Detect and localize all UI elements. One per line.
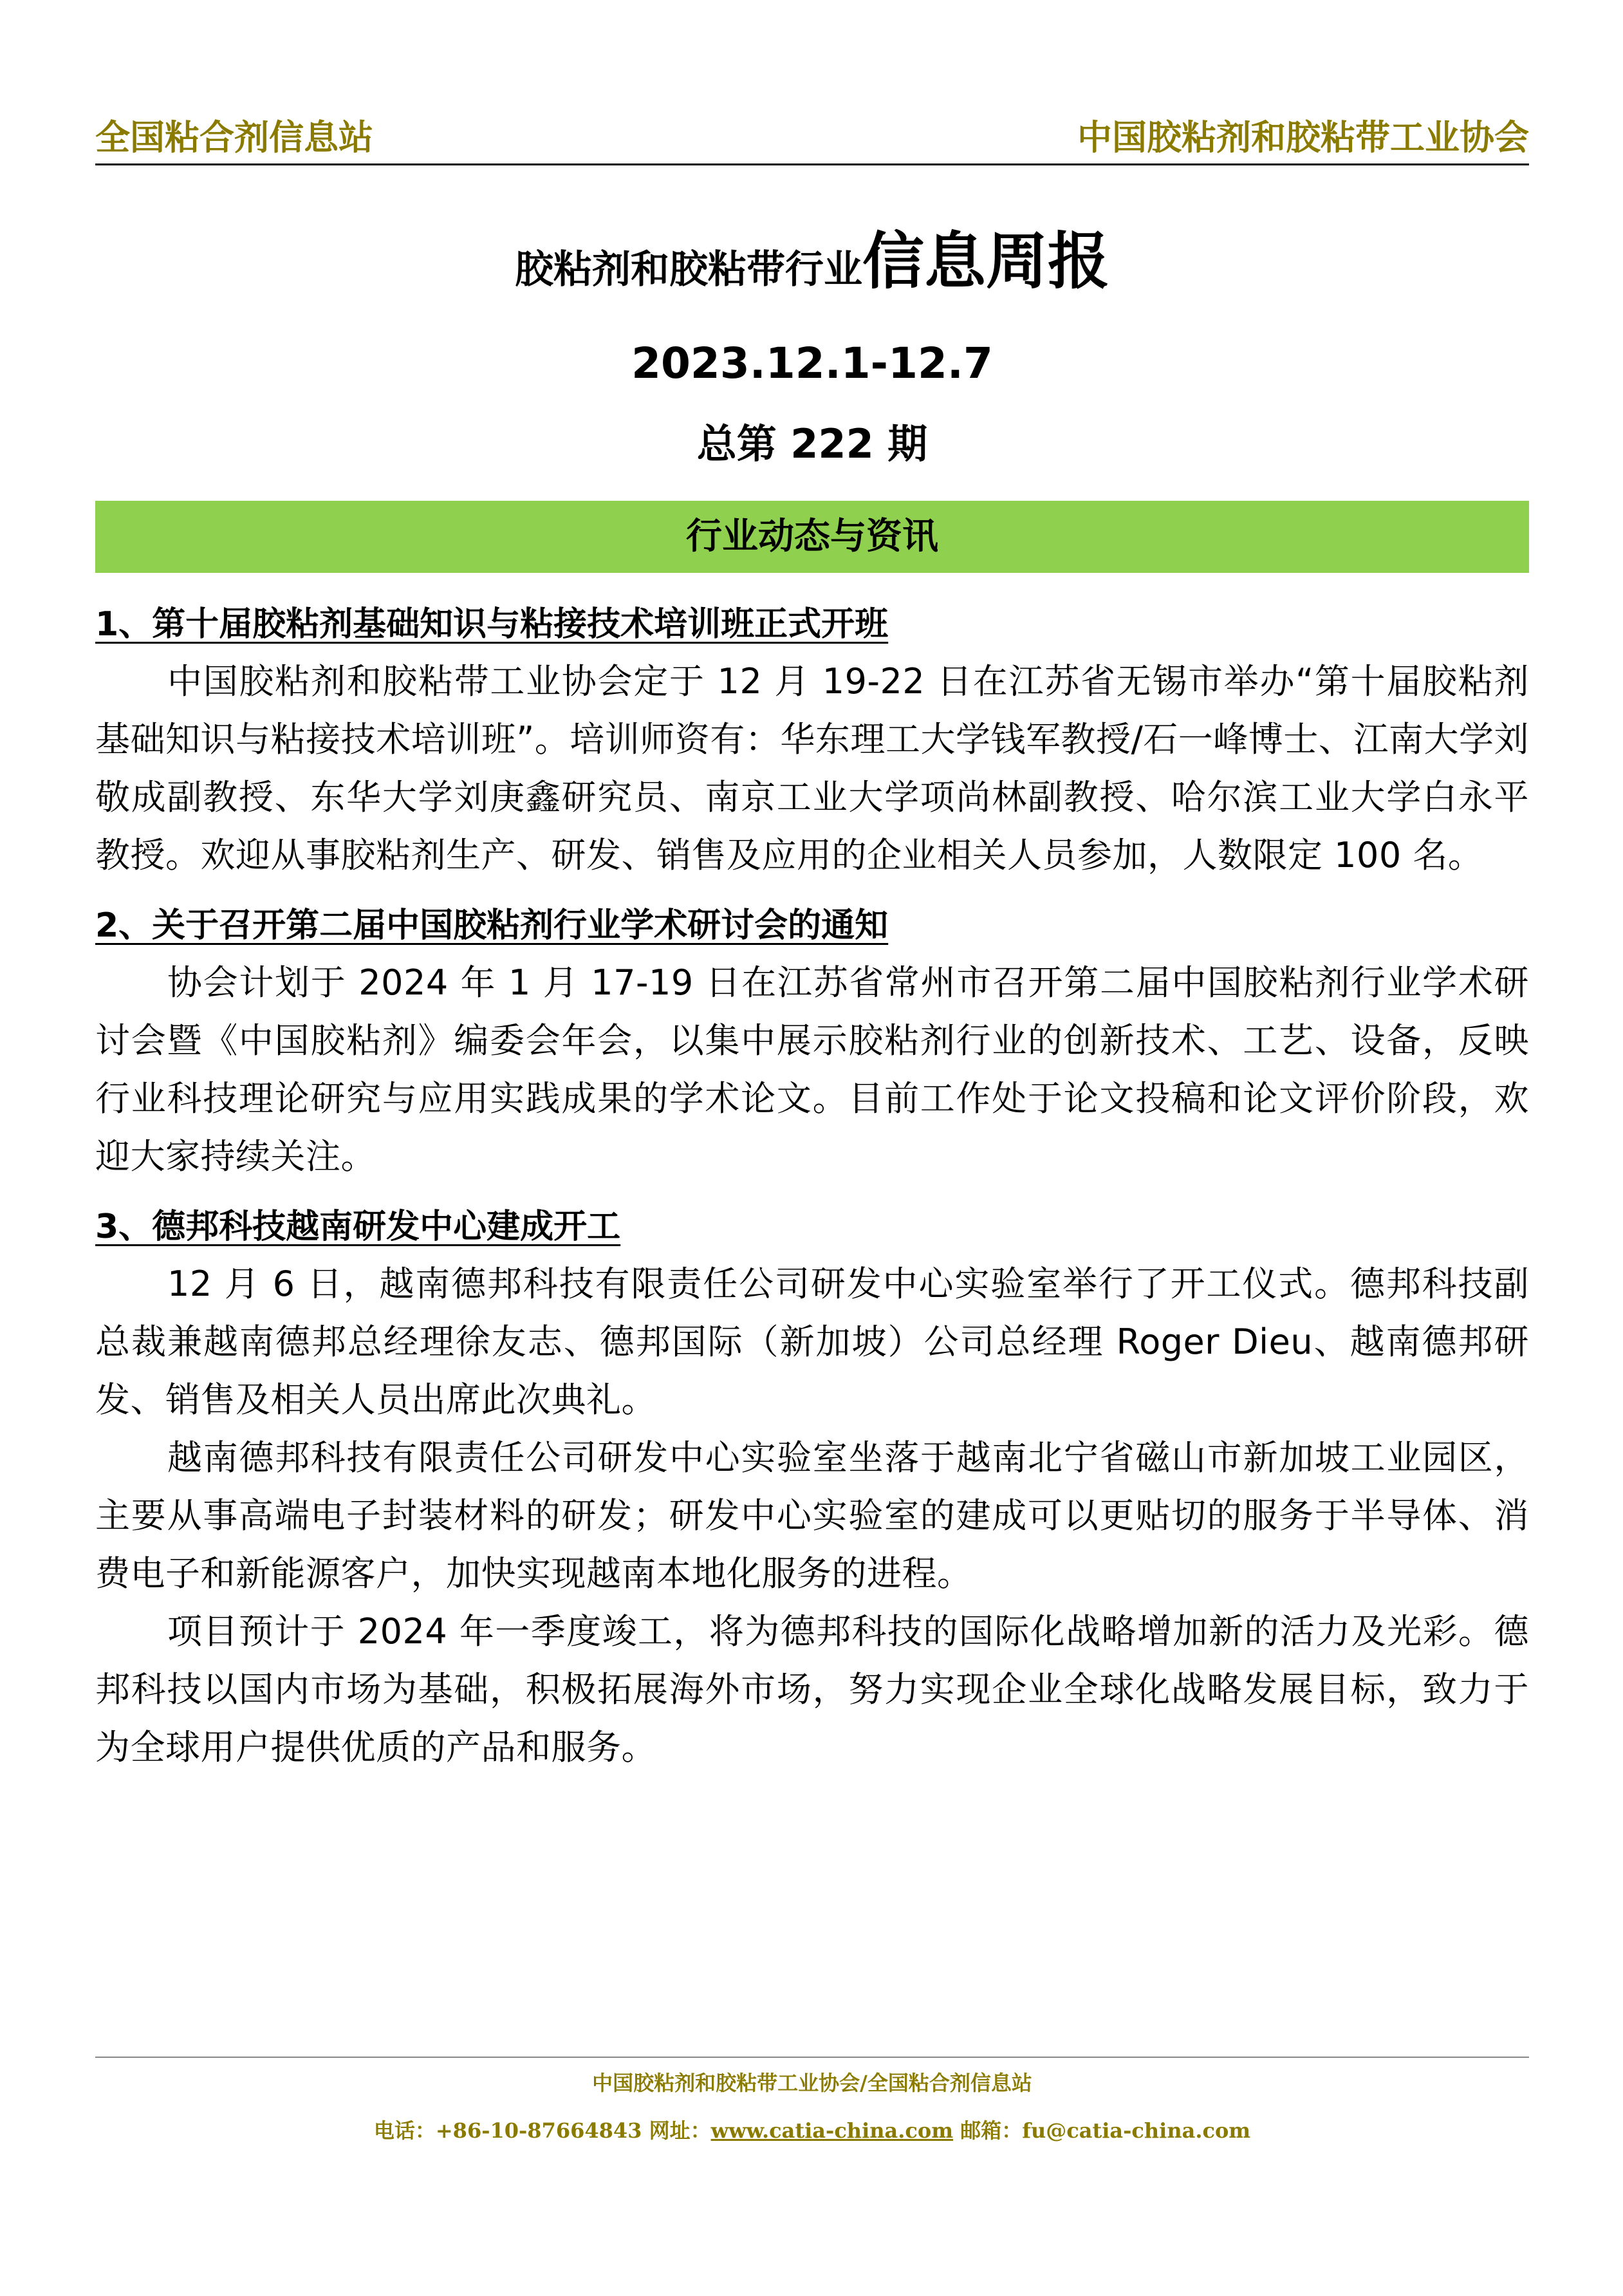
article-paragraph: 协会计划于 2024 年 1 月 17-19 日在江苏省常州市召开第二届中国胶粘剂行业学术研讨会暨《中国胶粘剂》编委会年会，以集中展示胶粘剂行业的创新技术、工艺、设备，反映行业科技理论研究与应用实践成果的学术论文。目前工作处于论文投稿和论文评价阶段，欢迎大家持续关注。 — [95, 962, 1529, 1177]
report-title-prefix: 胶粘剂和胶粘带行业 — [515, 247, 862, 292]
article-title: 2、关于召开第二届中国胶粘剂行业学术研讨会的通知 — [95, 906, 889, 945]
footer-divider — [95, 2057, 1529, 2058]
report-title-main: 信息周报 — [862, 225, 1109, 297]
page-header — [95, 115, 1529, 165]
section-heading: 行业动态与资讯 — [95, 501, 1529, 573]
article-paragraph: 中国胶粘剂和胶粘带工业协会定于 12 月 19-22 日在江苏省无锡市举办“第十届胶粘剂基础知识与粘接技术培训班”。培训师资有：华东理工大学钱军教授/石一峰博士、江南大学刘敬成副教授、东华大学刘庚鑫研究员、南京工业大学项尚林副教授、哈尔滨工业大学白永平教授。欢迎从事胶粘剂生产、研发、销售及应用的企业相关人员参加，人数限定 100 名。 — [95, 661, 1529, 875]
phone-number: +86-10-87664843 — [435, 2118, 642, 2143]
phone-label: 电话： — [373, 2118, 436, 2143]
article-paragraph: 越南德邦科技有限责任公司研发中心实验室坐落于越南北宁省磁山市新加坡工业园区，主要从事高端电子封装材料的研发；研发中心实验室的建成可以更贴切的服务于半导体、消费电子和新能源客户，加快实现越南本地化服务的进程。 — [95, 1437, 1529, 1594]
website-link[interactable]: www.catia-china.com — [710, 2118, 954, 2143]
article — [95, 900, 1529, 1186]
article-paragraph: 项目预计于 2024 年一季度竣工，将为德邦科技的国际化战略增加新的活力及光彩。德邦科技以国内市场为基础，积极拓展海外市场，努力实现企业全球化战略发展目标，致力于为全球用户提供优质的产品和服务。 — [95, 1611, 1529, 1768]
footer-contact — [95, 2113, 1529, 2149]
article — [95, 1201, 1529, 1777]
email-address[interactable]: fu@catia-china.com — [1022, 2118, 1251, 2143]
issue-number: 总第 222 期 — [696, 420, 928, 467]
footer-organization: 中国胶粘剂和胶粘带工业协会/全国粘合剂信息站 — [592, 2071, 1032, 2095]
header-left-text: 全国粘合剂信息站 — [95, 117, 373, 158]
report-title — [95, 212, 1529, 296]
website-label: 网址： — [642, 2118, 711, 2143]
news-content — [95, 599, 1529, 1777]
article-paragraph: 12 月 6 日，越南德邦科技有限责任公司研发中心实验室举行了开工仪式。德邦科技副总裁兼越南德邦总经理徐友志、德邦国际（新加坡）公司总经理 Roger Dieu、越南德邦研发、销售及相关人员出席此次典礼。 — [95, 1264, 1529, 1420]
article-title: 1、第十届胶粘剂基础知识与粘接技术培训班正式开班 — [95, 605, 889, 644]
article — [95, 599, 1529, 884]
date-range: 2023.12.1-12.7 — [631, 339, 993, 388]
article-title: 3、德邦科技越南研发中心建成开工 — [95, 1208, 621, 1246]
email-label: 邮箱： — [953, 2118, 1023, 2143]
header-right-text: 中国胶粘剂和胶粘带工业协会 — [1077, 117, 1529, 158]
